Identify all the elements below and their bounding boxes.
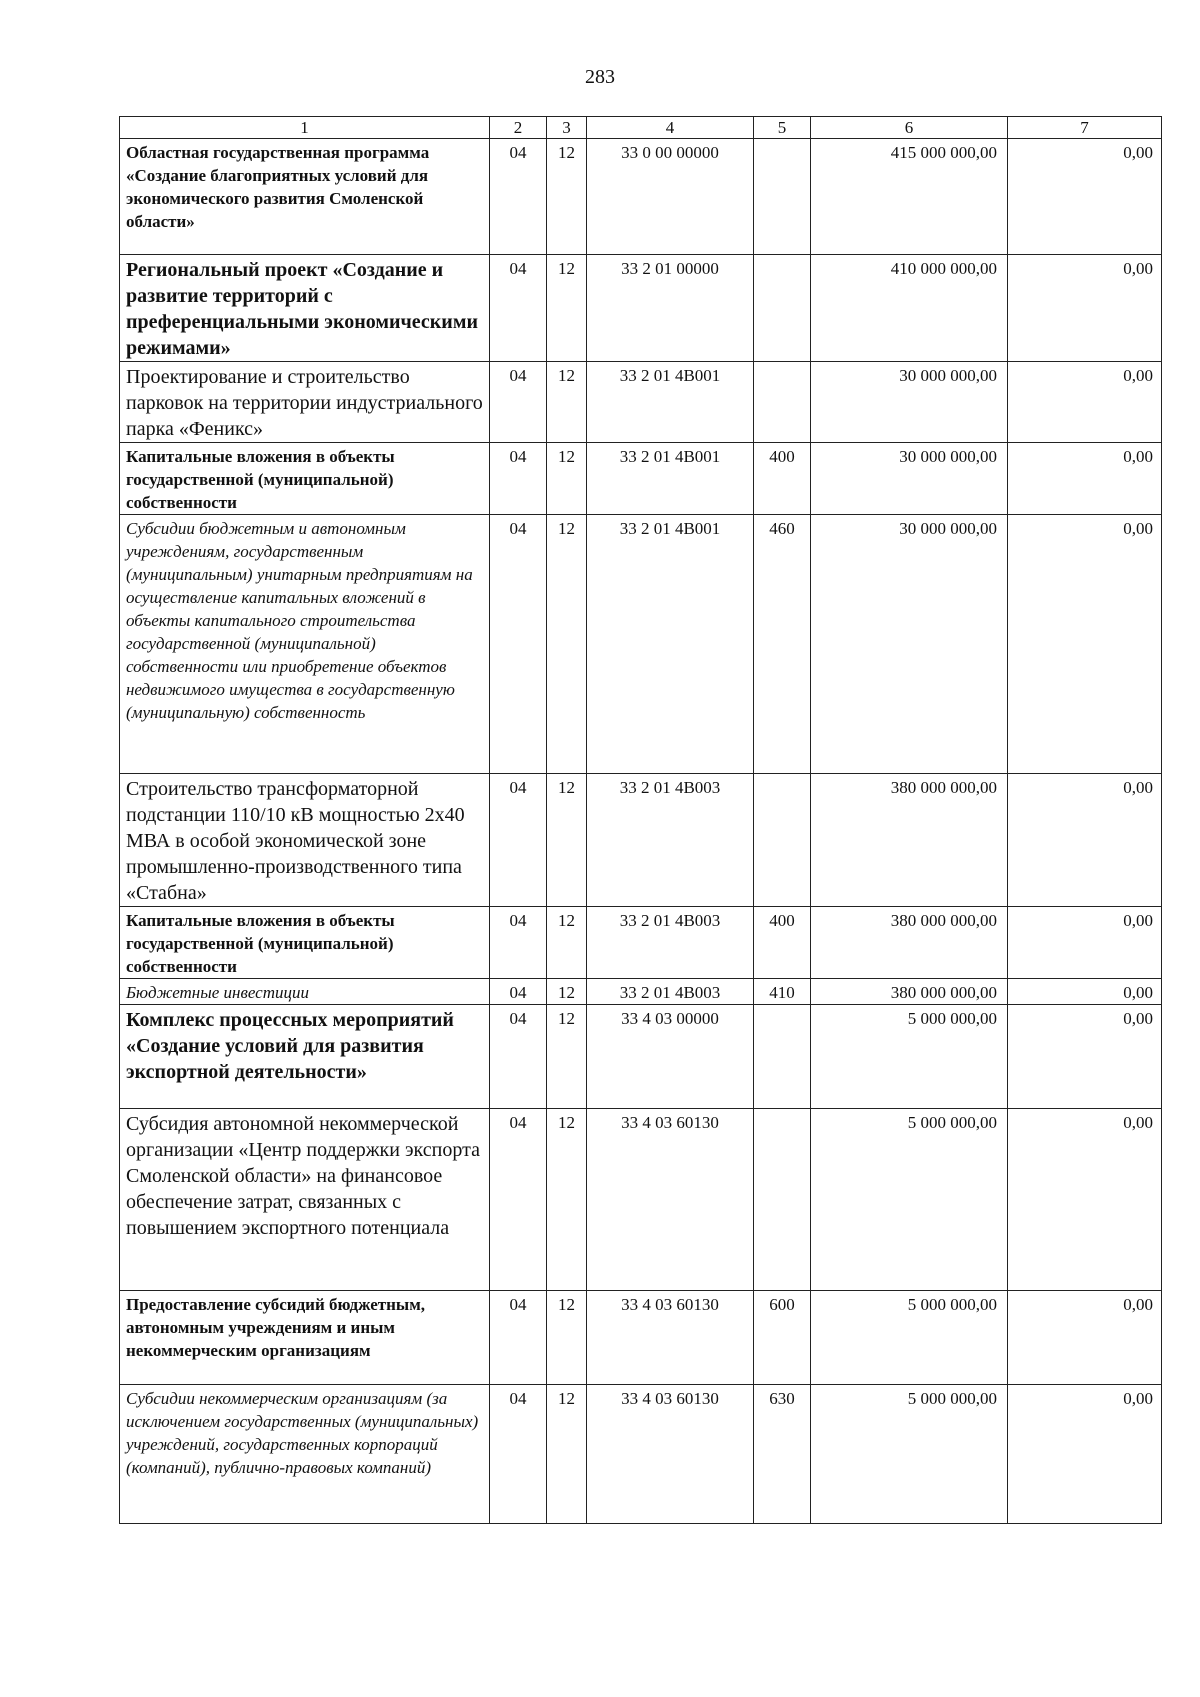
- table-row: [120, 907, 1162, 979]
- column-number: 3: [547, 117, 587, 139]
- amount-first-year: 5 000 000,00: [811, 1109, 1008, 1291]
- subsection-code: 12: [547, 1005, 587, 1109]
- target-article-code: 33 2 01 4В001: [587, 443, 754, 515]
- expense-type-code: 630: [754, 1385, 811, 1524]
- target-article-code: 33 2 01 4В003: [587, 907, 754, 979]
- amount-second-year: 0,00: [1008, 774, 1162, 907]
- amount-second-year: 0,00: [1008, 907, 1162, 979]
- column-number: 4: [587, 117, 754, 139]
- subsection-code: 12: [547, 1291, 587, 1385]
- expense-type-code: 400: [754, 907, 811, 979]
- section-code: 04: [490, 1109, 547, 1291]
- section-code: 04: [490, 362, 547, 443]
- target-article-code: 33 4 03 00000: [587, 1005, 754, 1109]
- amount-second-year: 0,00: [1008, 1385, 1162, 1524]
- item-name: Региональный проект «Создание и развитие территорий с преференциальными экономическими режимами»: [120, 255, 490, 362]
- item-name: Субсидия автономной некоммерческой организации «Центр поддержки экспорта Смоленской области» на финансовое обеспечение затрат, связанных с повышением экспортного потенциала: [120, 1109, 490, 1291]
- expense-type-code: 400: [754, 443, 811, 515]
- expense-type-code: 460: [754, 515, 811, 774]
- table-row: [120, 1005, 1162, 1109]
- expense-type-code: [754, 774, 811, 907]
- target-article-code: 33 2 01 00000: [587, 255, 754, 362]
- item-name: Областная государственная программа «Создание благоприятных условий для экономического развития Смоленской области»: [120, 139, 490, 255]
- item-name: Субсидии некоммерческим организациям (за исключением государственных (муниципальных) учреждений, государственных корпораций (компаний), публично-правовых компаний): [120, 1385, 490, 1524]
- amount-second-year: 0,00: [1008, 139, 1162, 255]
- amount-second-year: 0,00: [1008, 1291, 1162, 1385]
- subsection-code: 12: [547, 774, 587, 907]
- amount-second-year: 0,00: [1008, 255, 1162, 362]
- subsection-code: 12: [547, 443, 587, 515]
- amount-first-year: 30 000 000,00: [811, 362, 1008, 443]
- table-row: [120, 1291, 1162, 1385]
- section-code: 04: [490, 1005, 547, 1109]
- target-article-code: 33 4 03 60130: [587, 1385, 754, 1524]
- target-article-code: 33 2 01 4В003: [587, 774, 754, 907]
- expense-type-code: [754, 1005, 811, 1109]
- item-name: Субсидии бюджетным и автономным учреждениям, государственным (муниципальным) унитарным предприятиям на осуществление капитальных вложений в объекты капитального строительства государственной (муниципальной) собственности или приобретение объектов недвижимого имущества в государственную (муниципальную) собственность: [120, 515, 490, 774]
- expense-type-code: [754, 139, 811, 255]
- section-code: 04: [490, 979, 547, 1005]
- target-article-code: 33 2 01 4В001: [587, 515, 754, 774]
- item-name: Проектирование и строительство парковок на территории индустриального парка «Феникс»: [120, 362, 490, 443]
- section-code: 04: [490, 255, 547, 362]
- item-name: Строительство трансформаторной подстанции 110/10 кВ мощностью 2х40 МВА в особой экономической зоне промышленно-производственного типа «Стабна»: [120, 774, 490, 907]
- column-number-row: [120, 117, 1162, 139]
- amount-first-year: 380 000 000,00: [811, 907, 1008, 979]
- column-number: 6: [811, 117, 1008, 139]
- amount-first-year: 30 000 000,00: [811, 443, 1008, 515]
- target-article-code: 33 4 03 60130: [587, 1109, 754, 1291]
- column-number: 5: [754, 117, 811, 139]
- subsection-code: 12: [547, 907, 587, 979]
- subsection-code: 12: [547, 139, 587, 255]
- page-number: 283: [585, 66, 615, 88]
- subsection-code: 12: [547, 362, 587, 443]
- table-row: [120, 979, 1162, 1005]
- amount-second-year: 0,00: [1008, 362, 1162, 443]
- amount-first-year: 380 000 000,00: [811, 979, 1008, 1005]
- target-article-code: 33 0 00 00000: [587, 139, 754, 255]
- column-number: 1: [120, 117, 490, 139]
- table-row: [120, 362, 1162, 443]
- table-row: [120, 1109, 1162, 1291]
- amount-second-year: 0,00: [1008, 515, 1162, 774]
- subsection-code: 12: [547, 979, 587, 1005]
- amount-second-year: 0,00: [1008, 443, 1162, 515]
- expense-type-code: [754, 362, 811, 443]
- target-article-code: 33 2 01 4В003: [587, 979, 754, 1005]
- section-code: 04: [490, 1385, 547, 1524]
- item-name: Бюджетные инвестиции: [120, 979, 490, 1005]
- amount-first-year: 380 000 000,00: [811, 774, 1008, 907]
- item-name: Комплекс процессных мероприятий «Создание условий для развития экспортной деятельности»: [120, 1005, 490, 1109]
- amount-second-year: 0,00: [1008, 979, 1162, 1005]
- table-row: [120, 255, 1162, 362]
- table-row: [120, 774, 1162, 907]
- amount-second-year: 0,00: [1008, 1109, 1162, 1291]
- amount-first-year: 410 000 000,00: [811, 255, 1008, 362]
- table-row: [120, 1385, 1162, 1524]
- table-row: [120, 515, 1162, 774]
- target-article-code: 33 2 01 4В001: [587, 362, 754, 443]
- section-code: 04: [490, 907, 547, 979]
- column-number: 7: [1008, 117, 1162, 139]
- table-row: [120, 443, 1162, 515]
- subsection-code: 12: [547, 255, 587, 362]
- amount-first-year: 30 000 000,00: [811, 515, 1008, 774]
- subsection-code: 12: [547, 515, 587, 774]
- item-name: Предоставление субсидий бюджетным, автономным учреждениям и иным некоммерческим организациям: [120, 1291, 490, 1385]
- column-number: 2: [490, 117, 547, 139]
- budget-table: [119, 116, 1162, 1524]
- subsection-code: 12: [547, 1109, 587, 1291]
- expense-type-code: [754, 255, 811, 362]
- amount-first-year: 5 000 000,00: [811, 1005, 1008, 1109]
- amount-first-year: 415 000 000,00: [811, 139, 1008, 255]
- section-code: 04: [490, 774, 547, 907]
- expense-type-code: 600: [754, 1291, 811, 1385]
- item-name: Капитальные вложения в объекты государственной (муниципальной) собственности: [120, 443, 490, 515]
- section-code: 04: [490, 515, 547, 774]
- section-code: 04: [490, 1291, 547, 1385]
- table-row: [120, 139, 1162, 255]
- item-name: Капитальные вложения в объекты государственной (муниципальной) собственности: [120, 907, 490, 979]
- section-code: 04: [490, 443, 547, 515]
- subsection-code: 12: [547, 1385, 587, 1524]
- amount-second-year: 0,00: [1008, 1005, 1162, 1109]
- amount-first-year: 5 000 000,00: [811, 1385, 1008, 1524]
- target-article-code: 33 4 03 60130: [587, 1291, 754, 1385]
- section-code: 04: [490, 139, 547, 255]
- expense-type-code: 410: [754, 979, 811, 1005]
- amount-first-year: 5 000 000,00: [811, 1291, 1008, 1385]
- expense-type-code: [754, 1109, 811, 1291]
